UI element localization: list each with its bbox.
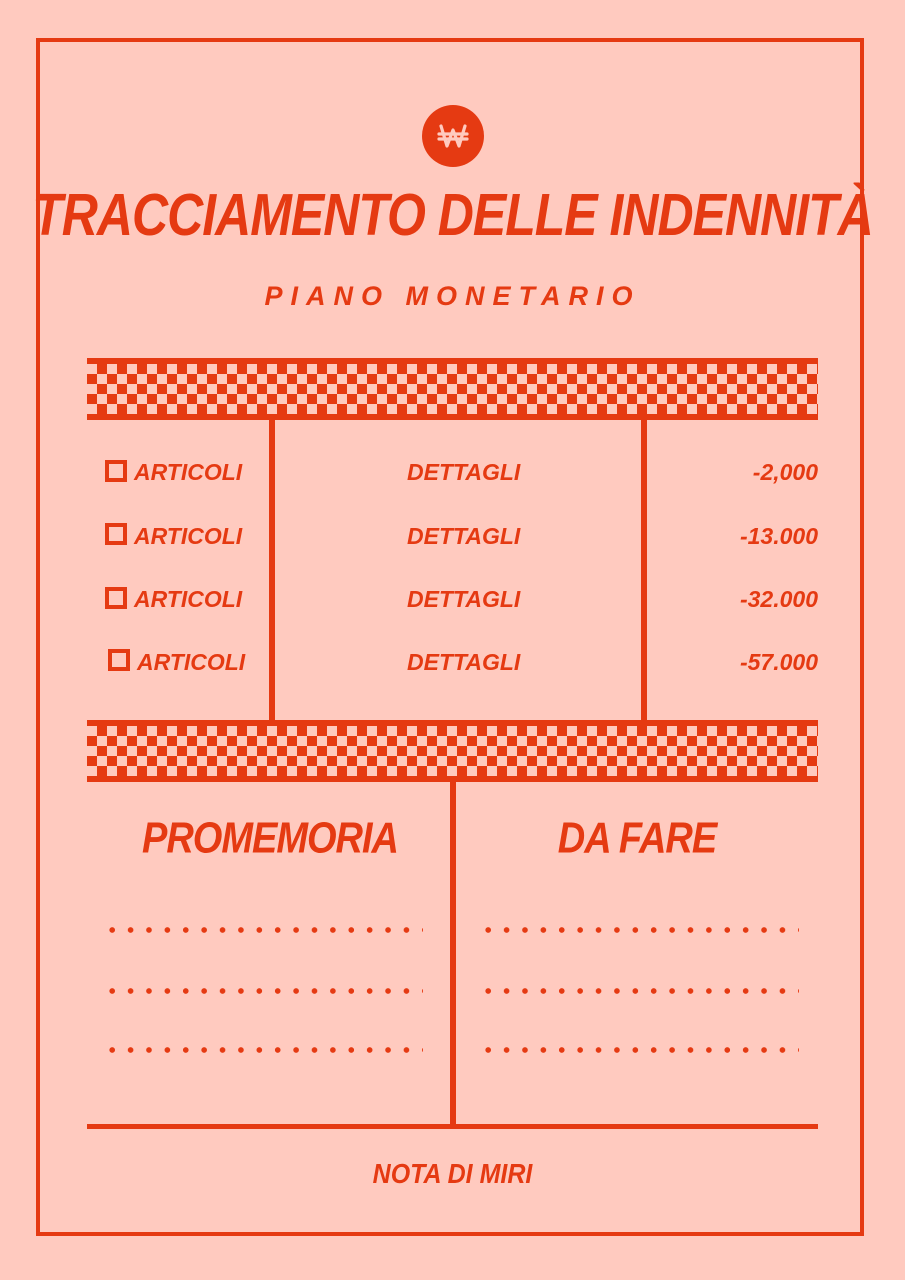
row-checkbox[interactable] — [105, 523, 127, 545]
row-amount: -2,000 — [752, 459, 818, 485]
table-divider-left — [269, 420, 275, 720]
reminder-line[interactable] — [103, 1047, 423, 1053]
row-checkbox[interactable] — [108, 649, 130, 671]
row-amount: -57.000 — [739, 649, 818, 675]
footer-note: NOTA DI MIRI — [372, 1158, 533, 1190]
reminder-line[interactable] — [103, 927, 423, 933]
row-details-label: DETTAGLI — [407, 586, 521, 612]
row-details-label: DETTAGLI — [407, 523, 521, 549]
todo-line[interactable] — [479, 988, 799, 994]
checker-band-top — [87, 358, 818, 420]
page-subtitle: PIANO MONETARIO — [264, 281, 641, 311]
notes-bottom-rule — [87, 1124, 818, 1129]
notes-divider — [450, 782, 456, 1126]
row-checkbox[interactable] — [105, 460, 127, 482]
page-title: TRACCIAMENTO DELLE INDENNITÀ — [32, 181, 873, 249]
reminder-line[interactable] — [103, 988, 423, 994]
table-divider-right — [641, 420, 647, 720]
row-details-label: DETTAGLI — [407, 649, 521, 675]
todo-line[interactable] — [479, 927, 799, 933]
todo-title: DA FARE — [557, 814, 717, 864]
row-amount: -13.000 — [739, 523, 818, 549]
won-sign-icon — [422, 105, 484, 167]
row-item-label: ARTICOLI — [134, 523, 243, 549]
row-item-label: ARTICOLI — [134, 586, 243, 612]
checker-band-bottom — [87, 720, 818, 782]
row-details-label: DETTAGLI — [407, 459, 521, 485]
row-item-label: ARTICOLI — [134, 459, 243, 485]
row-checkbox[interactable] — [105, 587, 127, 609]
row-item-label: ARTICOLI — [137, 649, 246, 675]
reminders-title: PROMEMORIA — [142, 814, 398, 864]
todo-line[interactable] — [479, 1047, 799, 1053]
row-amount: -32.000 — [739, 586, 818, 612]
